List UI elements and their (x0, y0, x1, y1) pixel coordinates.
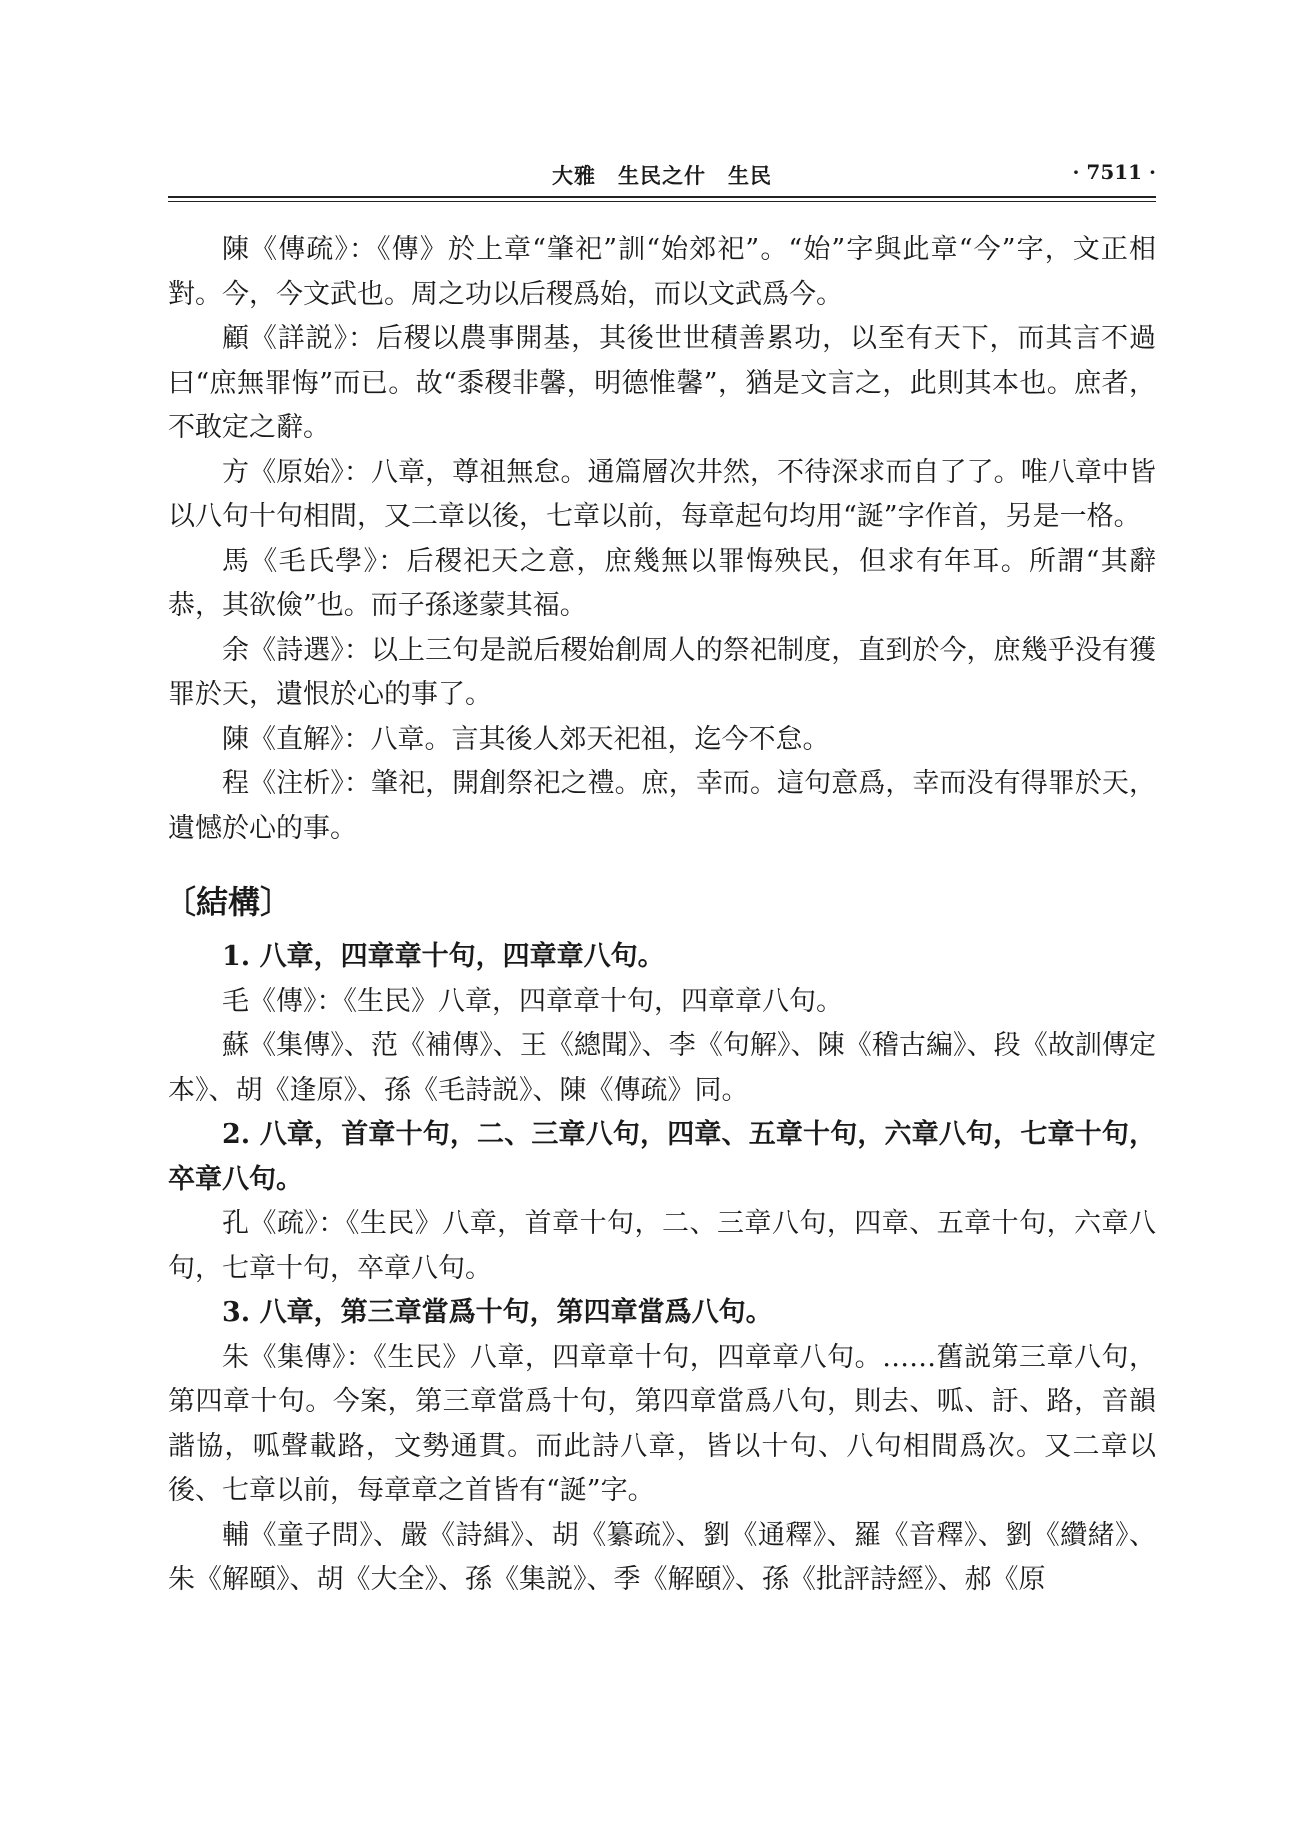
commentary-paragraph: 馬《毛氏學》：后稷祀天之意，庶幾無以罪悔殃民，但求有年耳。所謂“其辭恭，其欲儉”也。而子孫遂蒙其福。 (168, 545, 1156, 621)
structure-item-heading: 2. 八章，首章十句，二、三章八句，四章、五章十句，六章八句，七章十句，卒章八句。 (168, 1119, 1156, 1195)
commentary-paragraph: 方《原始》：八章，尊祖無怠。通篇層次井然，不待深求而自了了。唯八章中皆以八句十句相間，又二章以後，七章以前，每章起句均用“誕”字作首，另是一格。 (168, 456, 1156, 532)
structure-item-heading: 1. 八章，四章章十句，四章章八句。 (222, 941, 665, 972)
running-title: 大雅 生民之什 生民 (552, 163, 772, 188)
section-heading-structure: 〔結構〕 (164, 883, 293, 921)
structure-item-heading: 3. 八章，第三章當爲十句，第四章當爲八句。 (222, 1297, 773, 1328)
structure-paragraph: 輔《童子問》、嚴《詩緝》、胡《纂疏》、劉《通釋》、羅《音釋》、劉《纘緒》、朱《解頤》、胡《大全》、孫《集説》、季《解頤》、孫《批評詩經》、郝《原 (168, 1519, 1156, 1595)
structure-paragraph: 孔《疏》：《生民》八章，首章十句，二、三章八句，四章、五章十句，六章八句，七章十句，卒章八句。 (168, 1208, 1156, 1284)
commentary-paragraph: 陳《傳疏》：《傳》於上章“肇祀”訓“始郊祀”。“始”字與此章“今”字，文正相對。今，今文武也。周之功以后稷爲始，而以文武爲今。 (168, 234, 1156, 310)
commentary-paragraph: 顧《詳説》：后稷以農事開基，其後世世積善累功，以至有天下，而其言不過曰“庶無罪悔”而已。故“黍稷非馨，明德惟馨”，猶是文言之，此則其本也。庶者，不敢定之辭。 (168, 323, 1156, 443)
commentary-paragraph: 陳《直解》：八章。言其後人郊天祀祖，迄今不怠。 (222, 723, 830, 755)
commentary-paragraph: 程《注析》：肇祀，開創祭祀之禮。庶，幸而。這句意爲，幸而没有得罪於天，遺憾於心的事。 (168, 768, 1156, 844)
header-rule-thick (168, 196, 1156, 198)
structure-paragraph: 朱《集傳》：《生民》八章，四章章十句，四章章八句。……舊説第三章八句，第四章十句。今案，第三章當爲十句，第四章當爲八句，則去、呱、訏、路，音韻諧協，呱聲載路，文勢通貫。而此詩八章，皆以十句、八句相間爲次。又二章以後、七章以前，每章章之首皆有“誕”字。 (168, 1341, 1156, 1506)
page-number: · 7511 · (1072, 160, 1156, 184)
structure-paragraph: 毛《傳》：《生民》八章，四章章十句，四章章八句。 (222, 985, 843, 1017)
body-text (164, 228, 1156, 1603)
header-rule-thin (168, 201, 1156, 202)
structure-paragraph: 蘇《集傳》、范《補傳》、王《總聞》、李《句解》、陳《稽古編》、段《故訓傳定本》、胡《逢原》、孫《毛詩説》、陳《傳疏》同。 (168, 1030, 1156, 1106)
commentary-paragraph: 余《詩選》：以上三句是説后稷始創周人的祭祀制度，直到於今，庶幾乎没有獲罪於天，遺恨於心的事了。 (168, 634, 1156, 710)
running-header (168, 158, 1156, 202)
